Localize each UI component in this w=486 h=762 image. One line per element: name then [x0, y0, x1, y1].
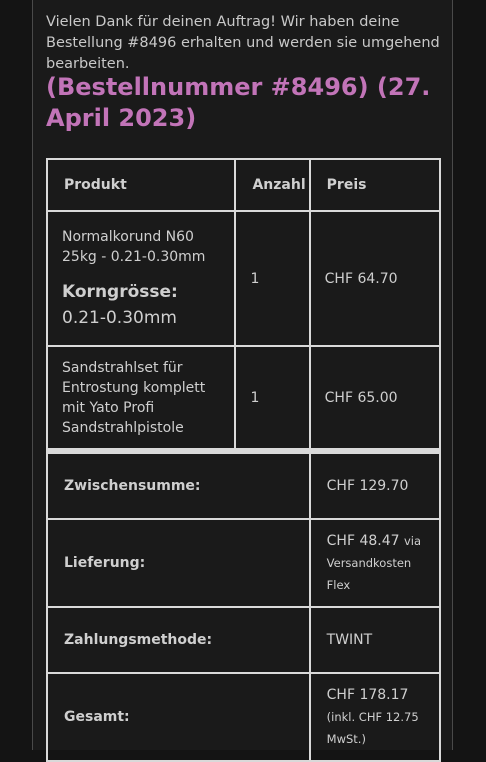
shipping-note: via Versandkosten Flex — [326, 534, 422, 592]
total-label: Gesamt: — [47, 673, 310, 761]
shipping-row — [47, 519, 440, 607]
item-quantity: 1 — [235, 211, 309, 346]
payment-value: TWINT — [310, 607, 440, 673]
item-meta — [62, 279, 222, 331]
item-name-cell — [47, 346, 235, 450]
total-tax-note: (inkl. CHF 12.75 MwSt.) — [326, 710, 419, 746]
subtotal-label: Zwischensumme: — [47, 453, 310, 519]
item-quantity: 1 — [235, 346, 309, 450]
item-name: Normalkorund N60 25kg - 0.21-0.30mm — [62, 228, 206, 265]
header-price: Preis — [310, 159, 440, 211]
total-value-cell — [310, 673, 440, 761]
shipping-value-cell — [310, 519, 440, 607]
table-header-row — [47, 159, 440, 211]
table-row — [47, 211, 440, 346]
total-row — [47, 673, 440, 761]
item-price: CHF 65.00 — [310, 346, 440, 450]
item-meta-value: 0.21-0.30mm — [62, 307, 177, 328]
table-row — [47, 346, 440, 450]
header-product: Produkt — [47, 159, 235, 211]
order-heading: (Bestellnummer #8496) (27. April 2023) — [46, 73, 431, 132]
subtotal-value: CHF 129.70 — [310, 453, 440, 519]
payment-row — [47, 607, 440, 673]
shipping-value: CHF 48.47 — [326, 533, 400, 549]
item-price: CHF 64.70 — [310, 211, 440, 346]
item-meta-label: Korngrösse: — [62, 281, 178, 302]
intro-text: Vielen Dank für deinen Auftrag! Wir haben deine Bestellung #8496 erhalten und werden sie umgehend bearbeiten. — [46, 14, 440, 72]
item-name-cell — [47, 211, 235, 346]
total-value: CHF 178.17 — [326, 687, 409, 703]
payment-label: Zahlungsmethode: — [47, 607, 310, 673]
header-quantity: Anzahl — [235, 159, 309, 211]
shipping-label: Lieferung: — [47, 519, 310, 607]
subtotal-row — [47, 453, 440, 519]
order-table — [46, 158, 441, 762]
item-name: Sandstrahlset für Entrostung komplett mit Yato Profi Sandstrahlpistole — [62, 359, 206, 436]
